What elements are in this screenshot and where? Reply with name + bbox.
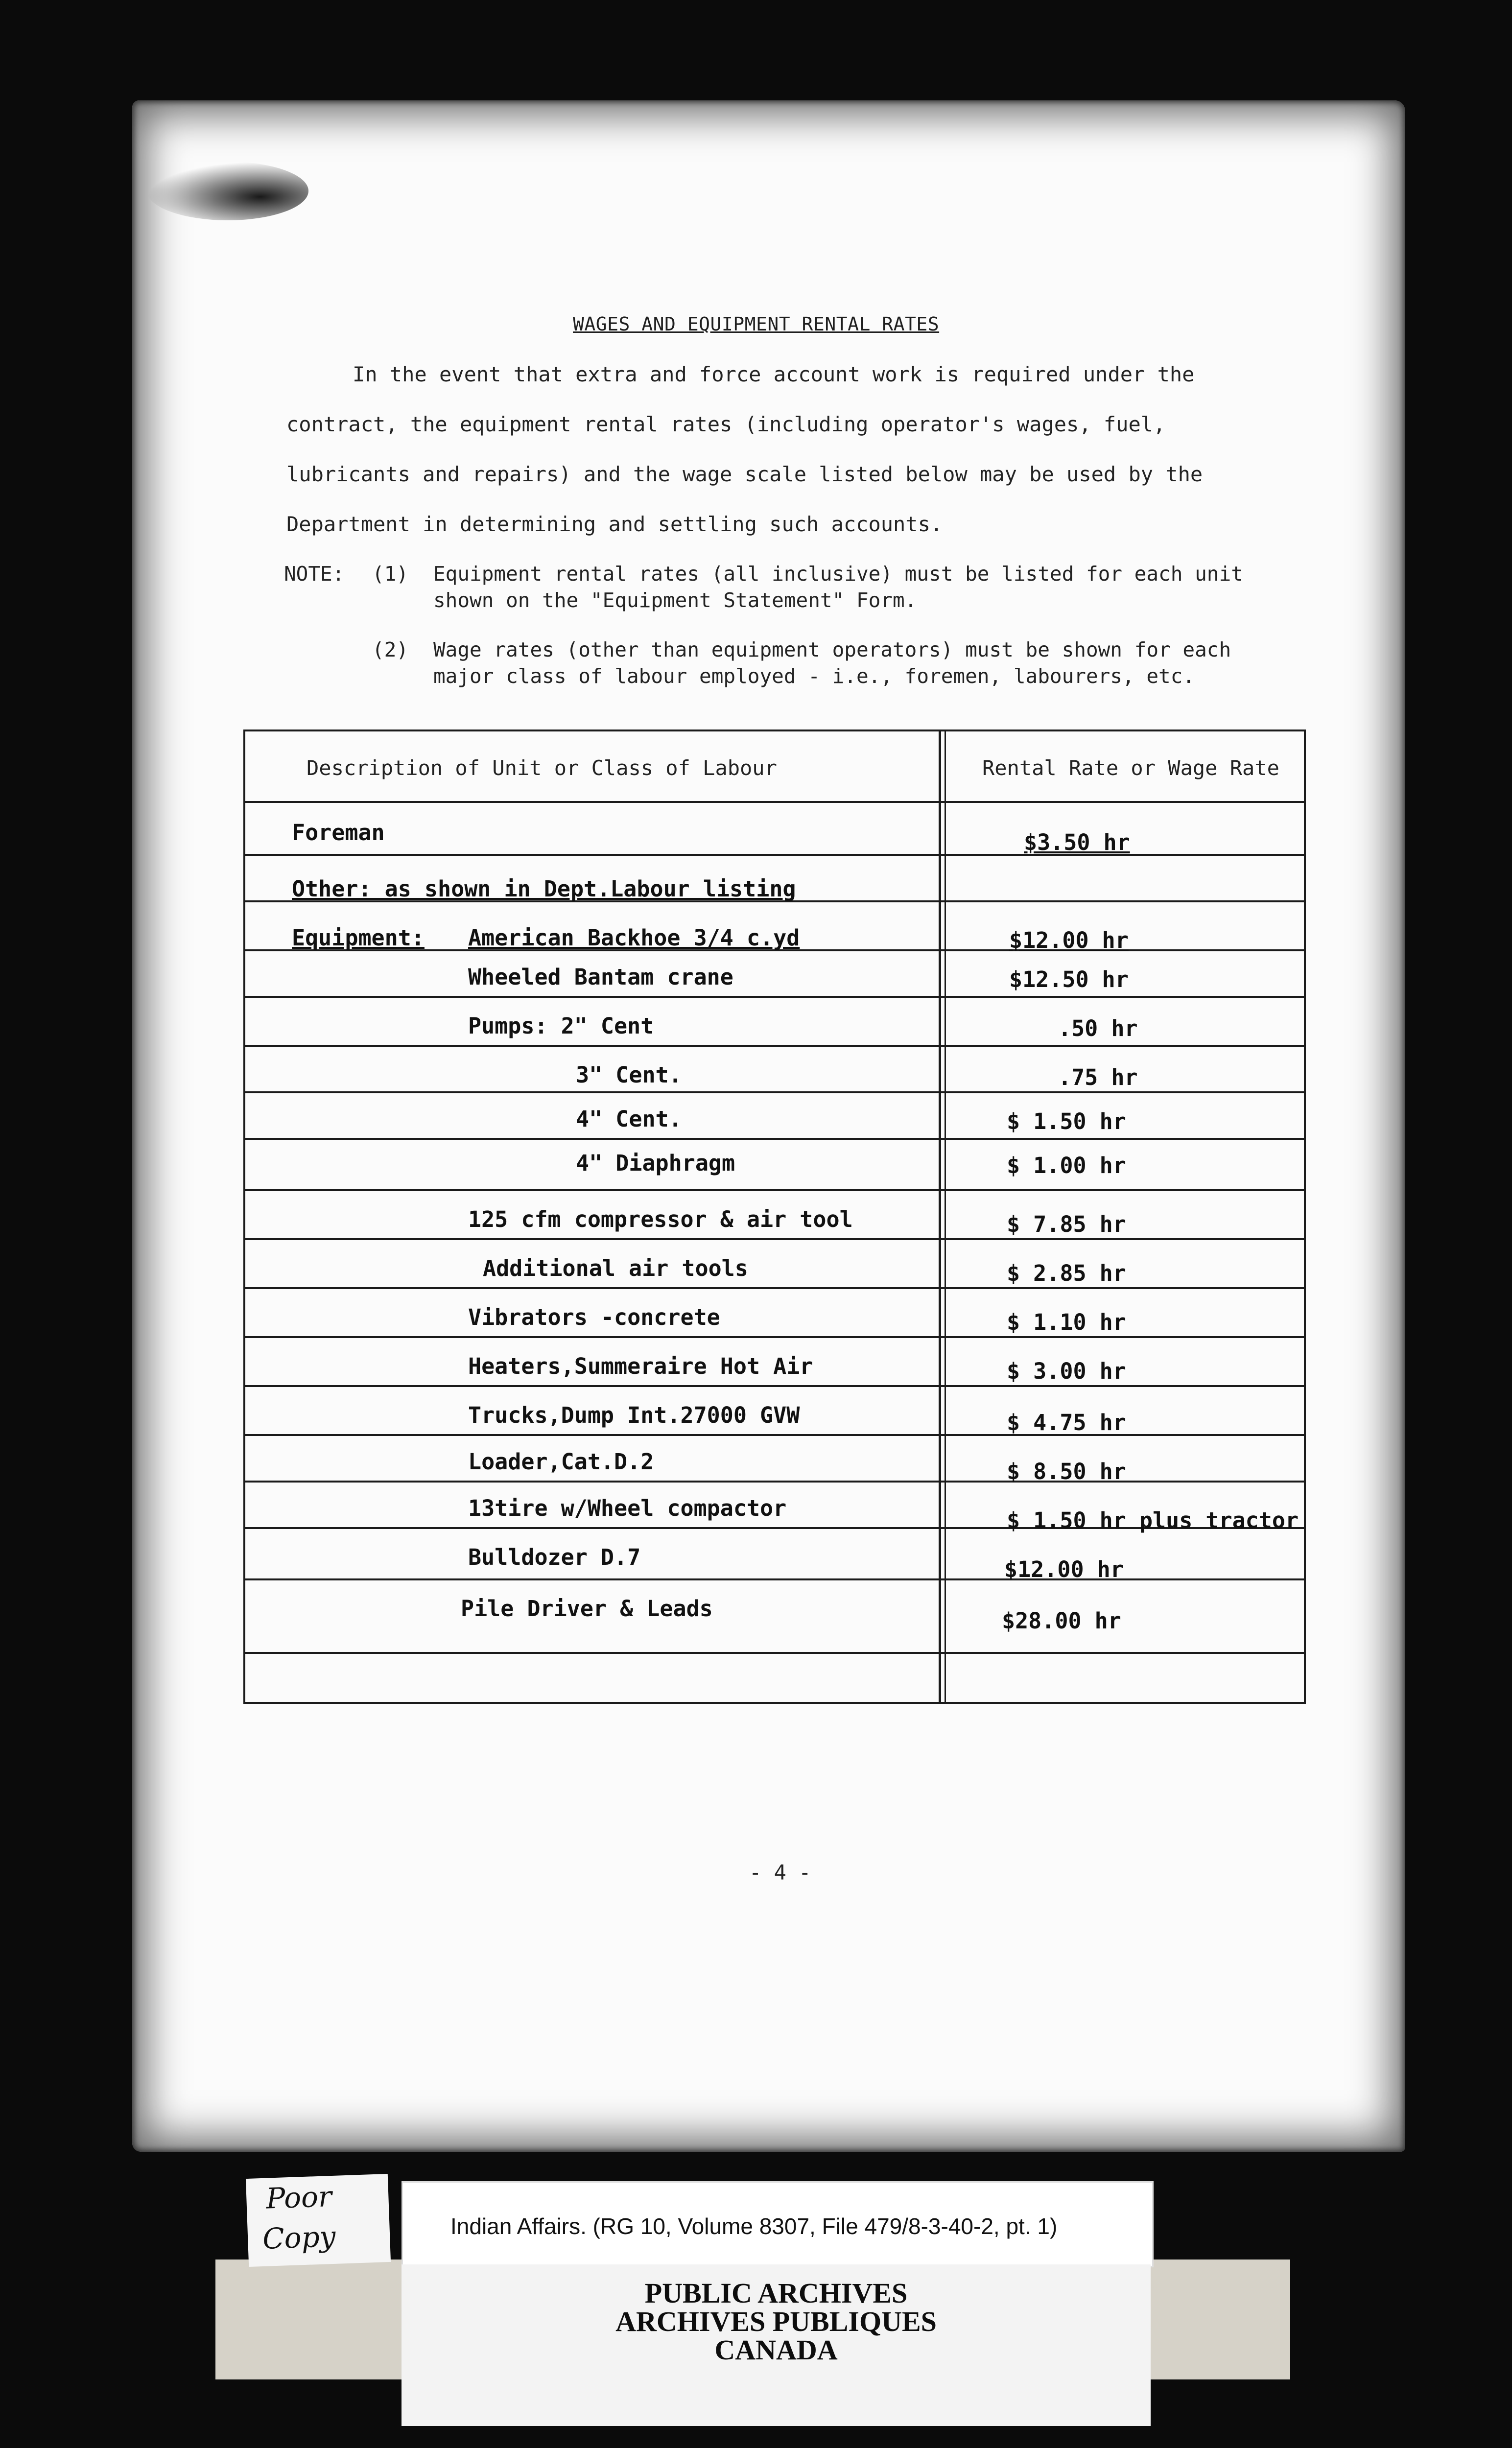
row-desc: 4" Diaphragm — [576, 1150, 735, 1176]
row-rate: $28.00 hr — [1002, 1608, 1121, 1634]
tape-right — [1143, 2260, 1290, 2379]
row-rule — [245, 996, 1304, 998]
row-rule — [245, 1652, 1304, 1654]
row-rule — [245, 1045, 1304, 1047]
row-rule — [245, 1434, 1304, 1436]
stamp-line-1: PUBLIC ARCHIVES — [644, 2277, 908, 2309]
note-1-line-1: Equipment rental rates (all inclusive) must be listed for each unit — [433, 562, 1243, 586]
row-rate: $3.50 hr — [1024, 829, 1130, 855]
row-rule — [245, 1481, 1304, 1483]
column-divider-inner — [945, 731, 946, 1702]
row-rate: $12.00 hr — [1009, 927, 1129, 953]
rates-table — [243, 730, 1306, 1704]
row-rule — [245, 854, 1304, 856]
row-rate: $ 7.85 hr — [1007, 1211, 1126, 1237]
handwritten-note — [246, 2174, 391, 2267]
handwritten-note-line-2: Copy — [262, 2219, 336, 2256]
row-rate: .75 hr — [1058, 1064, 1138, 1090]
document-title: WAGES AND EQUIPMENT RENTAL RATES — [573, 313, 940, 335]
stamp-line-3: CANADA — [714, 2334, 838, 2366]
archive-stamp — [402, 2264, 1151, 2426]
row-rule — [245, 1336, 1304, 1338]
note-2-line-2: major class of labour employed - i.e., foremen, labourers, etc. — [433, 664, 1195, 688]
row-rate: $12.50 hr — [1009, 966, 1129, 992]
row-desc: Trucks,Dump Int.27000 GVW — [468, 1402, 800, 1428]
note-2-line-1: Wage rates (other than equipment operators) must be shown for each — [433, 638, 1231, 661]
archive-reference: Indian Affairs. (RG 10, Volume 8307, File 479/8-3-40-2, pt. 1) — [450, 2213, 1058, 2239]
note-1-line-2: shown on the "Equipment Statement" Form. — [433, 588, 917, 612]
tape-left — [215, 2260, 431, 2379]
note-1-number: (1) — [372, 562, 409, 586]
paragraph-line-3: lubricants and repairs) and the wage scale listed below may be used by the — [286, 462, 1203, 486]
header-rate: Rental Rate or Wage Rate — [982, 756, 1279, 780]
row-desc: Pile Driver & Leads — [461, 1596, 713, 1622]
row-rate: $ 4.75 hr — [1007, 1410, 1126, 1436]
row-desc: Additional air tools — [483, 1255, 748, 1281]
note-2-number: (2) — [372, 638, 409, 661]
row-rate: $12.00 hr — [1004, 1556, 1124, 1582]
row-desc: 4" Cent. — [576, 1106, 682, 1132]
row-desc: Foreman — [292, 820, 385, 846]
row-rate: $ 1.50 hr plus tractor — [1007, 1507, 1299, 1533]
row-desc: 125 cfm compressor & air tool — [468, 1206, 853, 1232]
row-rate: $ 1.50 hr — [1007, 1108, 1126, 1134]
row-rule — [245, 1287, 1304, 1289]
page-number: - 4 - — [749, 1860, 811, 1884]
header-rule — [245, 801, 1304, 803]
row-rule — [245, 1138, 1304, 1140]
row-rate: $ 3.00 hr — [1007, 1358, 1126, 1384]
row-desc: Loader,Cat.D.2 — [468, 1449, 654, 1475]
row-rule — [245, 1091, 1304, 1093]
handwritten-note-line-1: Poor — [265, 2180, 332, 2215]
row-rate: $ 1.10 hr — [1007, 1309, 1126, 1335]
paragraph-line-4: Department in determining and settling such accounts. — [286, 512, 943, 536]
row-desc: Pumps: 2" Cent — [468, 1013, 654, 1039]
ink-smudge — [147, 162, 308, 220]
paragraph-line-2: contract, the equipment rental rates (including operator's wages, fuel, — [286, 412, 1166, 436]
header-description: Description of Unit or Class of Labour — [307, 756, 777, 780]
paragraph-line-1: In the event that extra and force account work is required under the — [353, 362, 1195, 386]
row-desc: American Backhoe 3/4 c.yd — [468, 925, 800, 951]
row-desc: Wheeled Bantam crane — [468, 964, 733, 990]
row-rate: $ 2.85 hr — [1007, 1260, 1126, 1286]
row-desc: Bulldozer D.7 — [468, 1544, 641, 1570]
row-prefix: Equipment: — [292, 925, 425, 951]
row-rule — [245, 1238, 1304, 1240]
row-desc: 3" Cent. — [576, 1062, 682, 1088]
row-rate: $ 1.00 hr — [1007, 1153, 1126, 1178]
row-desc: Heaters,Summeraire Hot Air — [468, 1353, 813, 1379]
note-label: NOTE: — [284, 562, 345, 586]
row-rule — [245, 1385, 1304, 1387]
row-desc: Vibrators -concrete — [468, 1304, 720, 1330]
row-desc: Other: as shown in Dept.Labour listing — [292, 876, 796, 902]
column-divider — [939, 731, 941, 1702]
row-rule — [245, 1189, 1304, 1191]
row-rate: .50 hr — [1058, 1015, 1138, 1041]
row-rule — [245, 1578, 1304, 1580]
row-rate: $ 8.50 hr — [1007, 1459, 1126, 1484]
stamp-line-2: ARCHIVES PUBLIQUES — [615, 2306, 937, 2337]
row-desc: 13tire w/Wheel compactor — [468, 1495, 787, 1521]
